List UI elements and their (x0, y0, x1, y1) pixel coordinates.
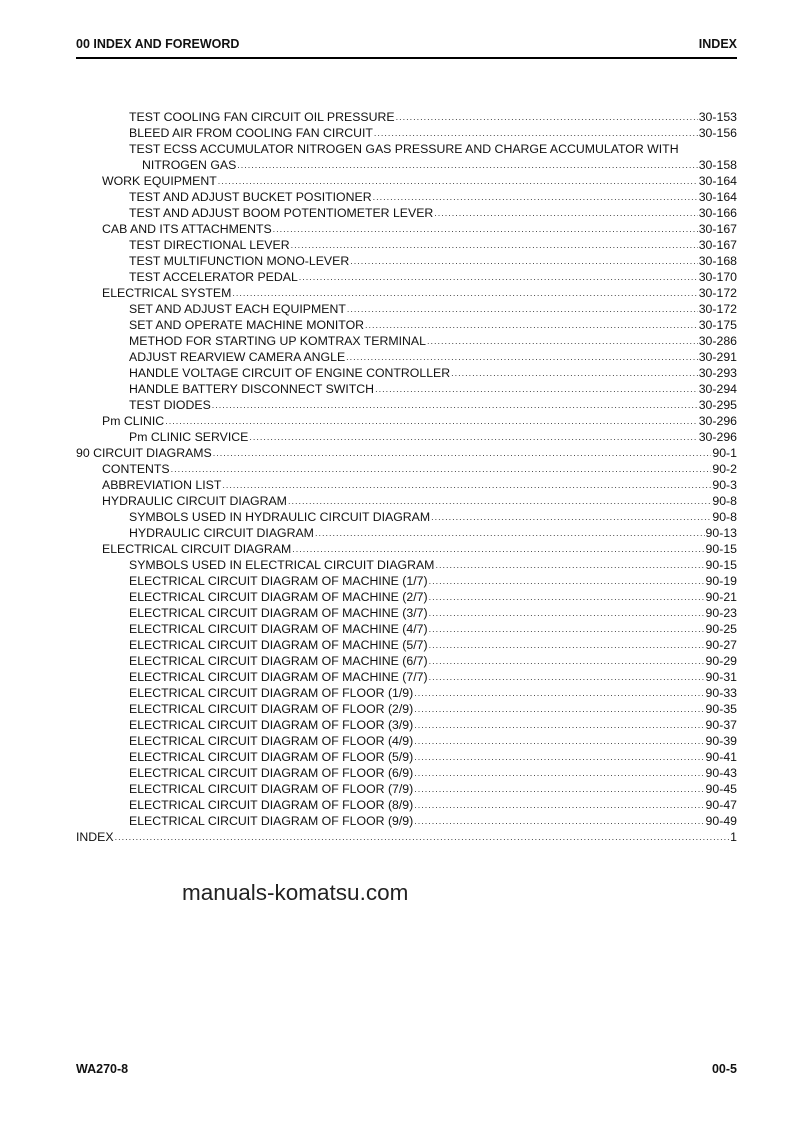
entry-page: 90-15 (705, 542, 737, 556)
index-entry[interactable] (76, 269, 737, 285)
entry-title: ELECTRICAL CIRCUIT DIAGRAM OF MACHINE (5/7) (129, 638, 428, 652)
entry-page: 90-13 (705, 526, 737, 540)
entry-title: SET AND ADJUST EACH EQUIPMENT (129, 302, 346, 316)
entry-title: HANDLE VOLTAGE CIRCUIT OF ENGINE CONTROLLER (129, 366, 451, 380)
entry-page: 30-291 (698, 350, 737, 364)
dot-leader (222, 477, 711, 493)
dot-leader (434, 205, 697, 221)
entry-page: 30-294 (698, 382, 737, 396)
entry-page: 30-296 (698, 414, 737, 428)
index-entry[interactable] (76, 317, 737, 333)
dot-leader (429, 621, 705, 637)
index-entry[interactable] (76, 173, 737, 189)
index-entry[interactable] (76, 365, 737, 381)
dot-leader (429, 653, 705, 669)
dot-leader (218, 173, 698, 189)
entry-title: ELECTRICAL CIRCUIT DIAGRAM OF FLOOR (7/9) (129, 782, 414, 796)
index-entry[interactable] (76, 749, 737, 765)
dot-leader (232, 285, 697, 301)
dot-leader (429, 589, 705, 605)
entry-title: ELECTRICAL CIRCUIT DIAGRAM (102, 542, 292, 556)
index-entry[interactable] (76, 189, 737, 205)
header-section-title: 00 INDEX AND FOREWORD (76, 37, 240, 51)
entry-page: 30-167 (698, 222, 737, 236)
entry-title: ELECTRICAL CIRCUIT DIAGRAM OF MACHINE (3/7) (129, 606, 428, 620)
entry-title: CONTENTS (102, 462, 170, 476)
entry-page: 30-166 (698, 206, 737, 220)
dot-leader (350, 253, 697, 269)
dot-leader (431, 509, 711, 525)
index-entry[interactable] (76, 221, 737, 237)
entry-page: 90-49 (705, 814, 737, 828)
dot-leader (346, 349, 698, 365)
entry-title: SYMBOLS USED IN HYDRAULIC CIRCUIT DIAGRAM (129, 510, 431, 524)
dot-leader (414, 781, 704, 797)
entry-page: 90-8 (712, 494, 737, 508)
entry-page: 90-45 (705, 782, 737, 796)
entry-page: 30-296 (698, 430, 737, 444)
index-entry[interactable] (76, 621, 737, 637)
entry-title: ELECTRICAL CIRCUIT DIAGRAM OF FLOOR (2/9) (129, 702, 414, 716)
dot-leader (435, 557, 704, 573)
index-entry[interactable] (76, 461, 737, 477)
entry-page: 30-164 (698, 190, 737, 204)
entry-title: TEST ECSS ACCUMULATOR NITROGEN GAS PRESSURE AND CHARGE ACCUMULATOR WITH (129, 142, 679, 156)
index-entry[interactable] (76, 525, 737, 541)
index-entry[interactable] (76, 669, 737, 685)
index-entry[interactable] (76, 653, 737, 669)
entry-title: ADJUST REARVIEW CAMERA ANGLE (129, 350, 346, 364)
dot-leader (414, 749, 704, 765)
entry-title: ELECTRICAL CIRCUIT DIAGRAM OF MACHINE (6/7) (129, 654, 428, 668)
dot-leader (347, 301, 698, 317)
entry-title: HANDLE BATTERY DISCONNECT SWITCH (129, 382, 375, 396)
index-entry[interactable] (76, 733, 737, 749)
entry-title: ELECTRICAL CIRCUIT DIAGRAM OF MACHINE (7/7) (129, 670, 428, 684)
dot-leader (414, 717, 704, 733)
entry-page: 90-37 (705, 718, 737, 732)
dot-leader (299, 269, 698, 285)
entry-page: 30-158 (698, 158, 737, 172)
dot-leader (374, 125, 698, 141)
entry-page: 90-47 (705, 798, 737, 812)
dot-leader (373, 189, 698, 205)
entry-title: METHOD FOR STARTING UP KOMTRAX TERMINAL (129, 334, 426, 348)
index-entry[interactable] (76, 333, 737, 349)
dot-leader (273, 221, 698, 237)
entry-title: TEST ACCELERATOR PEDAL (129, 270, 298, 284)
entry-title: ELECTRICAL CIRCUIT DIAGRAM OF MACHINE (1/7) (129, 574, 428, 588)
entry-page: 90-3 (712, 478, 737, 492)
index-entry[interactable] (76, 445, 737, 461)
index-entry[interactable] (76, 413, 737, 429)
entry-title: BLEED AIR FROM COOLING FAN CIRCUIT (129, 126, 373, 140)
index-entry[interactable] (76, 701, 737, 717)
entry-title: ELECTRICAL CIRCUIT DIAGRAM OF FLOOR (4/9) (129, 734, 414, 748)
entry-title: TEST AND ADJUST BUCKET POSITIONER (129, 190, 372, 204)
entry-title: ABBREVIATION LIST (102, 478, 222, 492)
index-entry[interactable] (76, 541, 737, 557)
entry-title: TEST AND ADJUST BOOM POTENTIOMETER LEVER (129, 206, 434, 220)
dot-leader (292, 541, 704, 557)
entry-page: 90-41 (705, 750, 737, 764)
entry-page: 90-21 (705, 590, 737, 604)
entry-title: HYDRAULIC CIRCUIT DIAGRAM (129, 526, 314, 540)
entry-page: 90-39 (705, 734, 737, 748)
index-entry[interactable] (76, 141, 737, 157)
index-entry[interactable] (76, 637, 737, 653)
dot-leader (414, 685, 704, 701)
dot-leader (414, 797, 704, 813)
entry-title: ELECTRICAL SYSTEM (102, 286, 232, 300)
entry-title: TEST COOLING FAN CIRCUIT OIL PRESSURE (129, 110, 395, 124)
entry-page: 90-43 (705, 766, 737, 780)
entry-page: 30-175 (698, 318, 737, 332)
entry-page: 30-170 (698, 270, 737, 284)
entry-page: 90-2 (712, 462, 737, 476)
dot-leader (414, 701, 704, 717)
index-entry[interactable] (76, 797, 737, 813)
entry-page: 90-15 (705, 558, 737, 572)
entry-page: 90-29 (705, 654, 737, 668)
entry-page: 90-35 (705, 702, 737, 716)
entry-page: 1 (730, 830, 737, 844)
entry-page: 30-153 (698, 110, 737, 124)
entry-page: 90-27 (705, 638, 737, 652)
entry-page: 90-31 (705, 670, 737, 684)
dot-leader (451, 365, 698, 381)
index-entry[interactable] (76, 557, 737, 573)
entry-title: ELECTRICAL CIRCUIT DIAGRAM OF FLOOR (5/9) (129, 750, 414, 764)
index-entry[interactable] (76, 301, 737, 317)
entry-page: 90-1 (712, 446, 737, 460)
entry-title: Pm CLINIC (102, 414, 165, 428)
entry-title: 90 CIRCUIT DIAGRAMS (76, 446, 212, 460)
entry-page: 30-164 (698, 174, 737, 188)
index-entry[interactable] (76, 285, 737, 301)
dot-leader (165, 413, 698, 429)
index-entry[interactable] (76, 829, 737, 845)
watermark: manuals-komatsu.com (182, 880, 409, 905)
dot-leader (288, 493, 711, 509)
entry-page: 90-8 (712, 510, 737, 524)
entry-title: TEST DIRECTIONAL LEVER (129, 238, 290, 252)
dot-leader (414, 813, 704, 829)
index-list (76, 109, 737, 845)
index-entry[interactable] (76, 605, 737, 621)
dot-leader (429, 605, 705, 621)
entry-title: SET AND OPERATE MACHINE MONITOR (129, 318, 365, 332)
dot-leader (171, 461, 712, 477)
dot-leader (365, 317, 698, 333)
entry-title: INDEX (76, 830, 114, 844)
index-entry[interactable] (76, 237, 737, 253)
entry-title: TEST DIODES (129, 398, 211, 412)
entry-title: ELECTRICAL CIRCUIT DIAGRAM OF FLOOR (9/9) (129, 814, 414, 828)
dot-leader (429, 637, 705, 653)
index-entry[interactable] (76, 589, 737, 605)
entry-title: ELECTRICAL CIRCUIT DIAGRAM OF FLOOR (8/9) (129, 798, 414, 812)
index-entry[interactable] (76, 349, 737, 365)
header-page-title: INDEX (698, 37, 737, 51)
dot-leader (115, 829, 730, 845)
dot-leader (375, 381, 698, 397)
entry-title: ELECTRICAL CIRCUIT DIAGRAM OF MACHINE (4/7) (129, 622, 428, 636)
entry-title: ELECTRICAL CIRCUIT DIAGRAM OF FLOOR (6/9) (129, 766, 414, 780)
index-entry[interactable] (76, 381, 737, 397)
entry-title: TEST MULTIFUNCTION MONO-LEVER (129, 254, 350, 268)
entry-title: ELECTRICAL CIRCUIT DIAGRAM OF FLOOR (1/9) (129, 686, 414, 700)
entry-title: ELECTRICAL CIRCUIT DIAGRAM OF MACHINE (2/7) (129, 590, 428, 604)
entry-title: WORK EQUIPMENT (102, 174, 217, 188)
dot-leader (315, 525, 705, 541)
dot-leader (237, 157, 697, 173)
entry-page: 30-156 (698, 126, 737, 140)
dot-leader (212, 397, 698, 413)
index-entry[interactable] (76, 253, 737, 269)
index-entry[interactable] (76, 717, 737, 733)
entry-page: 90-33 (705, 686, 737, 700)
dot-leader (427, 333, 698, 349)
index-entry[interactable] (76, 765, 737, 781)
index-entry[interactable] (76, 429, 737, 445)
index-entry[interactable] (76, 397, 737, 413)
dot-leader (249, 429, 697, 445)
dot-leader (429, 573, 705, 589)
entry-page: 30-293 (698, 366, 737, 380)
index-entry[interactable] (76, 157, 737, 173)
dot-leader (396, 109, 698, 125)
dot-leader (213, 445, 712, 461)
index-entry[interactable] (76, 125, 737, 141)
entry-title: NITROGEN GAS (142, 158, 237, 172)
entry-page: 30-172 (698, 286, 737, 300)
entry-page: 30-168 (698, 254, 737, 268)
index-entry[interactable] (76, 813, 737, 829)
entry-title: ELECTRICAL CIRCUIT DIAGRAM OF FLOOR (3/9) (129, 718, 414, 732)
footer-page-number: 00-5 (711, 1062, 737, 1076)
header-rule (76, 57, 737, 59)
index-entry[interactable] (76, 493, 737, 509)
index-entry[interactable] (76, 573, 737, 589)
dot-leader (414, 765, 704, 781)
entry-page: 30-167 (698, 238, 737, 252)
index-entry[interactable] (76, 205, 737, 221)
index-entry[interactable] (76, 109, 737, 125)
entry-title: CAB AND ITS ATTACHMENTS (102, 222, 272, 236)
entry-page: 30-286 (698, 334, 737, 348)
dot-leader (414, 733, 704, 749)
footer-model: WA270-8 (76, 1062, 129, 1076)
entry-page: 90-25 (705, 622, 737, 636)
dot-leader (429, 669, 705, 685)
index-entry[interactable] (76, 477, 737, 493)
entry-title: HYDRAULIC CIRCUIT DIAGRAM (102, 494, 287, 508)
entry-page: 90-23 (705, 606, 737, 620)
entry-page: 90-19 (705, 574, 737, 588)
entry-title: SYMBOLS USED IN ELECTRICAL CIRCUIT DIAGRAM (129, 558, 435, 572)
entry-page: 30-295 (698, 398, 737, 412)
index-entry[interactable] (76, 781, 737, 797)
entry-title: Pm CLINIC SERVICE (129, 430, 249, 444)
index-entry[interactable] (76, 685, 737, 701)
index-entry[interactable] (76, 509, 737, 525)
entry-page: 30-172 (698, 302, 737, 316)
dot-leader (291, 237, 698, 253)
